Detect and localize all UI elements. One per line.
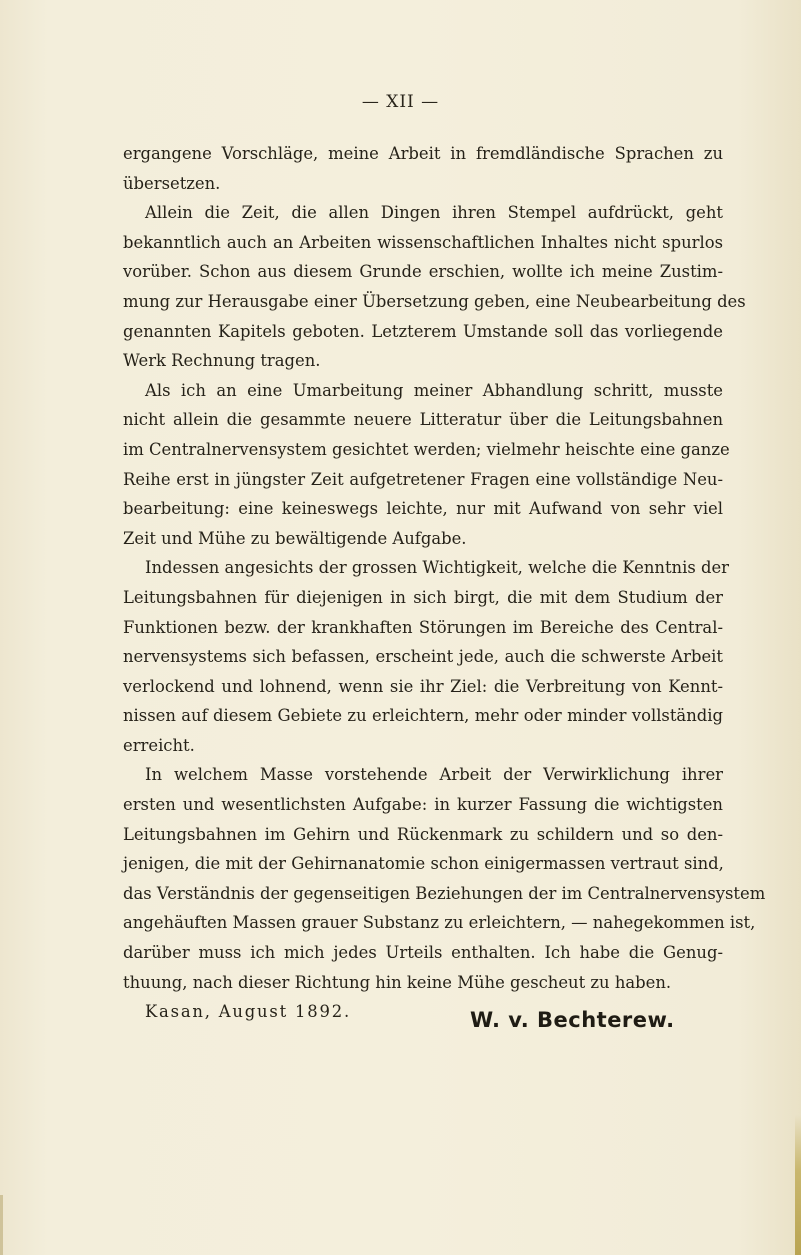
text-line: bekanntlich auch an Arbeiten wissenschaftlichen Inhaltes nicht spurlos [123,232,723,252]
text-line: Zeit und Mühe zu bewältigende Aufgabe. [123,528,467,548]
text-line: Funktionen bezw. der krankhaften Störungen im Bereiche des Central- [123,617,723,637]
text-line: Leitungsbahnen für diejenigen in sich birgt, die mit dem Studium der [123,587,723,607]
text-line: übersetzen. [123,173,221,193]
text-line: Leitungsbahnen im Gehirn und Rückenmark zu schildern und so den- [123,824,723,844]
text-line: thuung, nach dieser Richtung hin keine Mühe gescheut zu haben. [123,972,672,992]
text-line: ergangene Vorschläge, meine Arbeit in fremdländische Sprachen zu [123,144,723,163]
text-line: verlockend und lohnend, wenn sie ihr Ziel: die Verbreitung von Kennt- [123,676,723,696]
text-line: Als ich an eine Umarbeitung meiner Abhandlung schritt, musste [145,380,723,400]
text-line: Allein die Zeit, die allen Dingen ihren Stempel aufdrückt, geht [145,203,723,223]
text-line: Reihe erst in jüngster Zeit aufgetretener Fragen eine vollständige Neu- [123,469,723,489]
text-line: genannten Kapitels geboten. Letzterem Umstande soll das vorliegende [123,321,723,341]
text-line: darüber muss ich mich jedes Urteils enthalten. Ich habe die Genug- [123,943,723,963]
author-signature: W. v. Bechterew. [470,1008,675,1032]
text-line: Werk Rechnung tragen. [123,351,321,371]
text-line: jenigen, die mit der Gehirnanatomie schon einigermassen vertraut sind, [123,854,724,874]
text-line: angehäuften Massen grauer Substanz zu erleichtern, — nahegekommen ist, [123,913,756,933]
text-line: mung zur Herausgabe einer Übersetzung geben, eine Neubearbeitung des [123,291,746,311]
paragraph [123,760,766,997]
text-line: erreicht. [123,735,195,755]
dateline: Kasan, August 1892. [145,1002,351,1022]
text-line: im Centralnervensystem gesichtet werden; vielmehr heischte eine ganze [123,439,730,459]
text-line: In welchem Masse vorstehende Arbeit der Verwirklichung ihrer [145,765,723,785]
body-text [123,139,766,1027]
text-line: das Verständnis der gegenseitigen Beziehungen der im Centralnervensystem [123,883,766,903]
paragraph [123,139,723,198]
paragraph [123,553,730,760]
page-edge-stain [795,1115,801,1255]
paragraph [123,198,746,376]
text-line: nervensystems sich befassen, erscheint jede, auch die schwerste Arbeit [123,647,723,667]
paragraph [123,376,730,554]
text-line: ersten und wesentlichsten Aufgabe: in kurzer Fassung die wichtigsten [123,795,723,815]
page-binding-edge [0,1195,3,1255]
running-head: — XII — [361,92,440,112]
text-line: Indessen angesichts der grossen Wichtigkeit, welche die Kenntnis der [145,558,730,578]
text-line: nissen auf diesem Gebiete zu erleichtern, mehr oder minder vollständig [123,706,723,726]
text-line: bearbeitung: eine keineswegs leichte, nur mit Aufwand von sehr viel [123,499,723,519]
text-line: nicht allein die gesammte neuere Litteratur über die Leitungsbahnen [123,410,723,430]
text-line: vorüber. Schon aus diesem Grunde erschien, wollte ich meine Zustim- [123,262,723,282]
